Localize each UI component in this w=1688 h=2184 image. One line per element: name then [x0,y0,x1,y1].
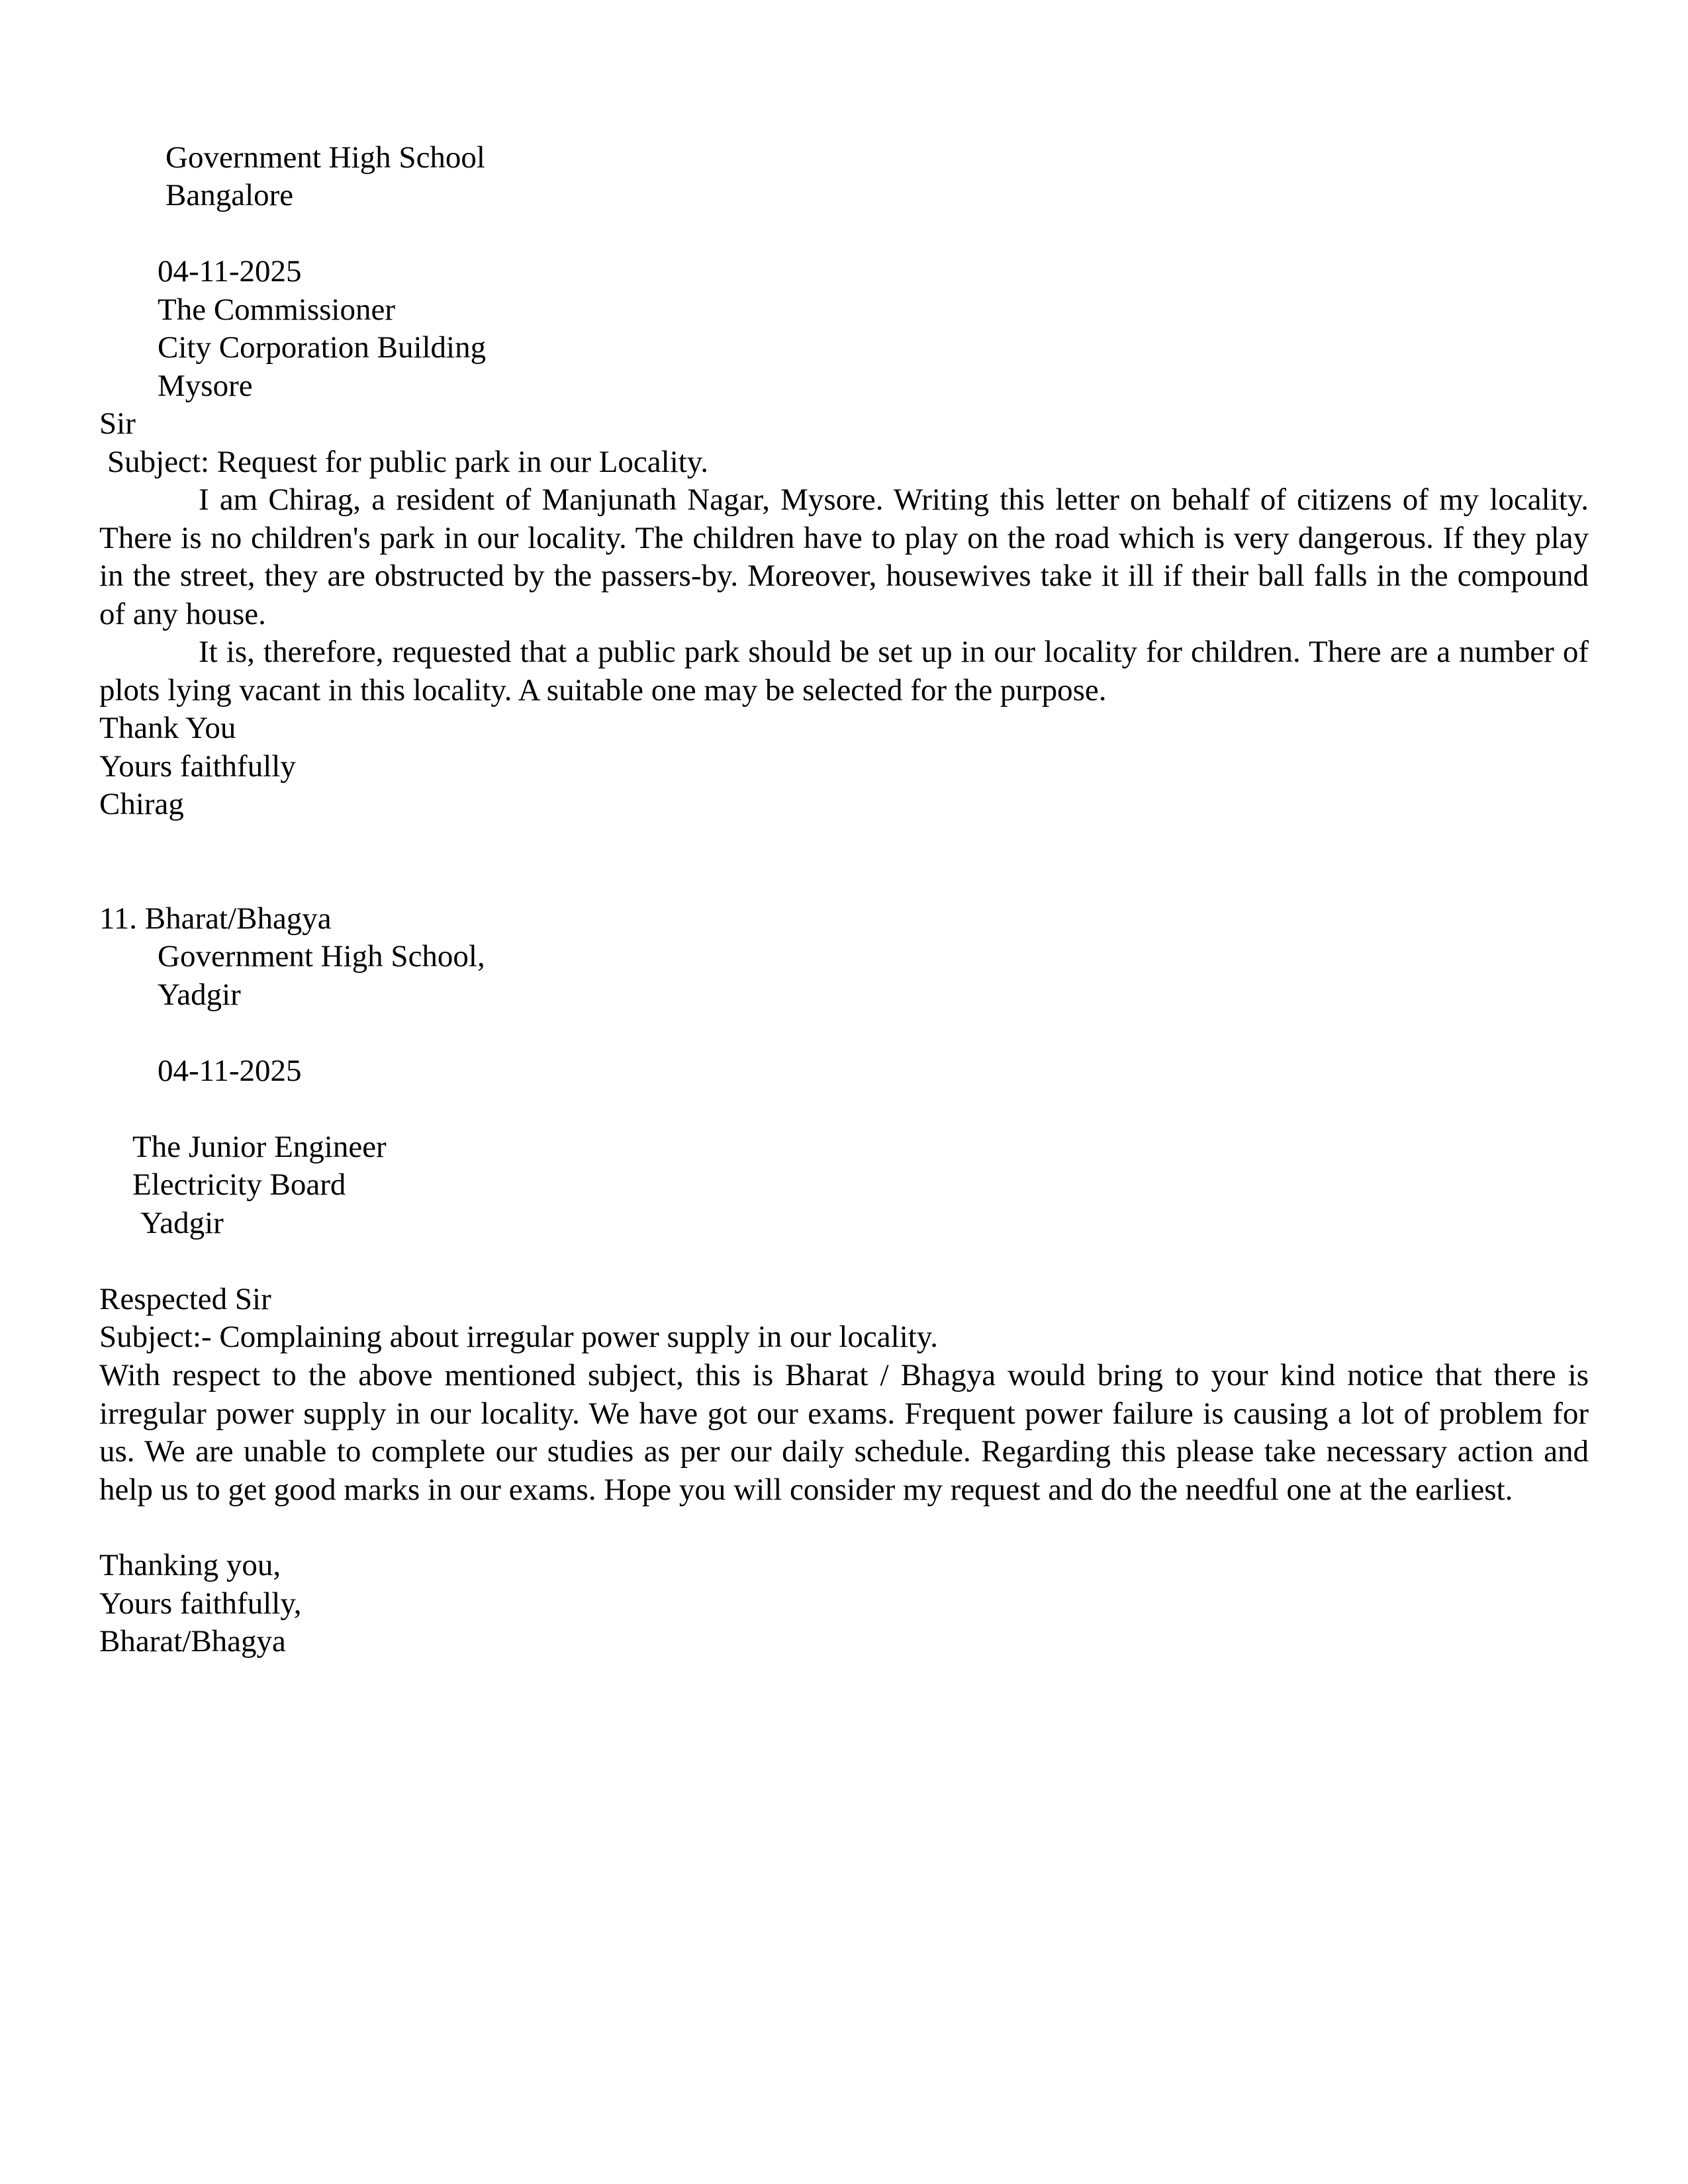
letter-date: 04-11-2025 [158,254,302,289]
question-heading: 11. Bharat/Bhagya [99,901,332,936]
closing-signoff: Yours faithfully, [99,1586,302,1621]
closing-thanks: Thank You [99,711,236,745]
closing-signoff: Yours faithfully [99,749,296,784]
salutation: Respected Sir [99,1282,271,1316]
recipient-city: Mysore [158,369,253,403]
salutation: Sir [99,406,136,441]
recipient-office: City Corporation Building [158,330,487,365]
recipient-city: Yadgir [140,1206,224,1240]
sender-school: Government High School [165,140,485,175]
recipient-title: The Commissioner [158,293,395,327]
recipient-title: The Junior Engineer [132,1130,387,1164]
signature-name: Chirag [99,787,184,821]
sender-city: Bangalore [165,178,294,212]
recipient-office: Electricity Board [132,1167,346,1202]
body-paragraph: I am Chirag, a resident of Manjunath Nagar, Mysore. Writing this letter on behalf of citizens of my locality. There is no children's park in our locality. The children have to play on the road which is very dangerous. If they play in the street, they are obstructed by the passers-by. Moreover, housewives take it ill if their ball falls in the compound of any house. [99,482,1589,631]
subject-line: Subject:- Complaining about irregular power supply in our locality. [99,1320,939,1354]
letter-date: 04-11-2025 [158,1054,302,1088]
body-paragraph: It is, therefore, requested that a public park should be set up in our locality for children. There are a number of plots lying vacant in this locality. A suitable one may be selected for the purpose. [99,635,1589,707]
sender-school: Government High School, [158,939,485,974]
sender-city: Yadgir [158,978,241,1012]
closing-thanks: Thanking you, [99,1548,281,1582]
signature-name: Bharat/Bhagya [99,1624,286,1659]
subject-line: Subject: Request for public park in our Locality. [107,445,709,479]
body-paragraph: With respect to the above mentioned subject, this is Bharat / Bhagya would bring to your kind notice that there is irregular power supply in our locality. We have got our exams. Frequent power failure is causing a lot of problem for us. We are unable to complete our studies as per our daily schedule. Regarding this please take necessary action and help us to get good marks in our exams. Hope you will consider my request and do the needful one at the earliest. [99,1358,1589,1507]
